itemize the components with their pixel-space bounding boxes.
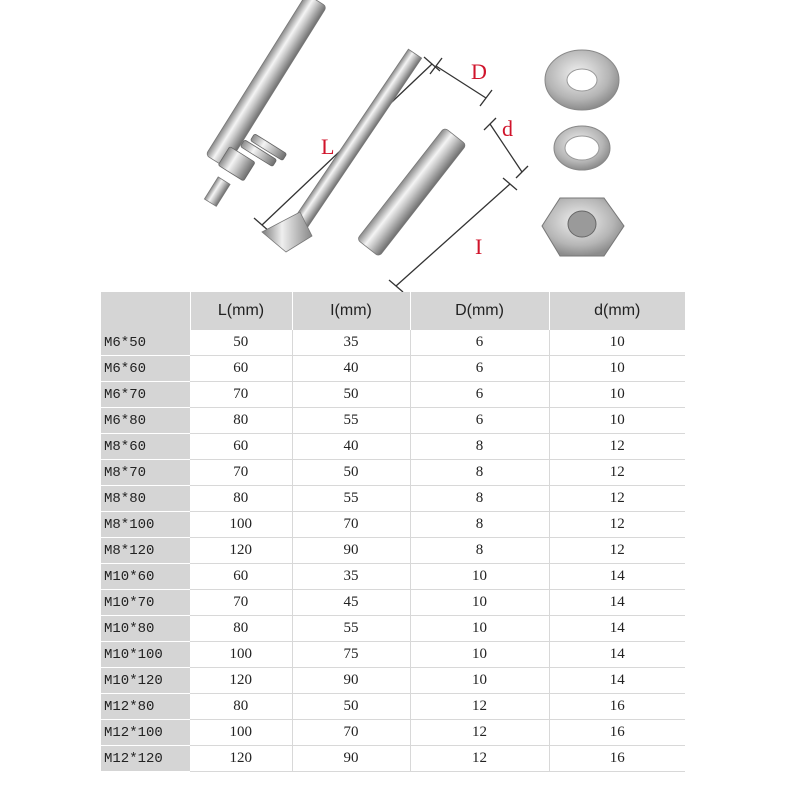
table-row [101, 512, 685, 538]
table-cell: 60 [190, 356, 292, 382]
table-cell: 90 [292, 538, 410, 564]
model-cell: M6*50 [101, 330, 190, 356]
table-cell: 55 [292, 616, 410, 642]
table-cell: 70 [292, 720, 410, 746]
table-cell: 12 [549, 538, 685, 564]
header-cell [101, 292, 190, 330]
table-cell: 80 [190, 616, 292, 642]
specification-table [101, 292, 685, 772]
table-row [101, 408, 685, 434]
model-cell: M10*60 [101, 564, 190, 590]
table-cell: 12 [549, 434, 685, 460]
table-cell: 80 [190, 408, 292, 434]
table-cell: 8 [410, 512, 549, 538]
label-d-upper: D [471, 59, 487, 84]
table-cell: 35 [292, 564, 410, 590]
table-row [101, 668, 685, 694]
label-l: L [321, 134, 335, 159]
table-cell: 80 [190, 486, 292, 512]
model-cell: M10*70 [101, 590, 190, 616]
model-cell: M6*70 [101, 382, 190, 408]
table-cell: 50 [292, 382, 410, 408]
table-cell: 6 [410, 330, 549, 356]
table-cell: 90 [292, 746, 410, 772]
model-cell: M12*120 [101, 746, 190, 772]
table-cell: 6 [410, 382, 549, 408]
table-cell: 10 [549, 356, 685, 382]
header-cell: D(mm) [410, 292, 549, 330]
table-cell: 10 [549, 330, 685, 356]
table-cell: 8 [410, 460, 549, 486]
table-cell: 70 [190, 590, 292, 616]
header-cell: d(mm) [549, 292, 685, 330]
table-cell: 45 [292, 590, 410, 616]
table-cell: 14 [549, 668, 685, 694]
table-cell: 35 [292, 330, 410, 356]
table-cell: 10 [410, 616, 549, 642]
table-cell: 70 [190, 460, 292, 486]
table-cell: 14 [549, 642, 685, 668]
table-body [101, 330, 685, 772]
table-row [101, 434, 685, 460]
table-row [101, 616, 685, 642]
table-cell: 120 [190, 746, 292, 772]
table-cell: 16 [549, 694, 685, 720]
flat-washer [545, 50, 619, 110]
table-cell: 55 [292, 408, 410, 434]
model-cell: M10*100 [101, 642, 190, 668]
table-cell: 40 [292, 434, 410, 460]
table-cell: 12 [549, 460, 685, 486]
table-cell: 8 [410, 486, 549, 512]
table-cell: 14 [549, 590, 685, 616]
table-row [101, 330, 685, 356]
table-cell: 10 [410, 642, 549, 668]
table-cell: 8 [410, 434, 549, 460]
table-row [101, 486, 685, 512]
table-row [101, 460, 685, 486]
table-cell: 6 [410, 408, 549, 434]
table-cell: 16 [549, 720, 685, 746]
table-cell: 50 [292, 694, 410, 720]
model-cell: M8*80 [101, 486, 190, 512]
table-cell: 100 [190, 720, 292, 746]
table-cell: 70 [292, 512, 410, 538]
expansion-bolt-illustration [0, 0, 800, 292]
spring-washer [554, 126, 610, 170]
table-row [101, 746, 685, 772]
model-cell: M10*120 [101, 668, 190, 694]
table-cell: 90 [292, 668, 410, 694]
table-cell: 12 [549, 512, 685, 538]
table-cell: 8 [410, 538, 549, 564]
model-cell: M8*120 [101, 538, 190, 564]
label-i: I [475, 234, 483, 259]
table-cell: 10 [549, 382, 685, 408]
table-cell: 50 [292, 460, 410, 486]
table-cell: 10 [410, 564, 549, 590]
table-cell: 10 [410, 590, 549, 616]
model-cell: M12*80 [101, 694, 190, 720]
model-cell: M10*80 [101, 616, 190, 642]
table-cell: 6 [410, 356, 549, 382]
table-cell: 12 [410, 746, 549, 772]
header-cell: L(mm) [190, 292, 292, 330]
table-cell: 50 [190, 330, 292, 356]
table-cell: 100 [190, 642, 292, 668]
table-cell: 12 [410, 694, 549, 720]
table-cell: 55 [292, 486, 410, 512]
model-cell: M8*70 [101, 460, 190, 486]
model-cell: M8*60 [101, 434, 190, 460]
table-cell: 14 [549, 564, 685, 590]
table-cell: 10 [410, 668, 549, 694]
table-row [101, 564, 685, 590]
table-cell: 60 [190, 434, 292, 460]
table-cell: 80 [190, 694, 292, 720]
assembled-bolt [204, 0, 326, 206]
table-cell: 14 [549, 616, 685, 642]
table-cell: 70 [190, 382, 292, 408]
hex-nut [542, 198, 624, 256]
table-row [101, 720, 685, 746]
table-cell: 12 [549, 486, 685, 512]
table-cell: 10 [549, 408, 685, 434]
table-cell: 60 [190, 564, 292, 590]
table-row [101, 590, 685, 616]
table-cell: 75 [292, 642, 410, 668]
header-cell: I(mm) [292, 292, 410, 330]
table-cell: 100 [190, 512, 292, 538]
table-header-row [101, 292, 685, 330]
table-row [101, 356, 685, 382]
table-cell: 12 [410, 720, 549, 746]
model-cell: M6*80 [101, 408, 190, 434]
table-row [101, 382, 685, 408]
model-cell: M8*100 [101, 512, 190, 538]
label-d-lower: d [502, 116, 513, 141]
table-row [101, 538, 685, 564]
table-cell: 16 [549, 746, 685, 772]
table-row [101, 694, 685, 720]
table-row [101, 642, 685, 668]
table-cell: 120 [190, 538, 292, 564]
model-cell: M6*60 [101, 356, 190, 382]
table-cell: 40 [292, 356, 410, 382]
table-cell: 120 [190, 668, 292, 694]
model-cell: M12*100 [101, 720, 190, 746]
